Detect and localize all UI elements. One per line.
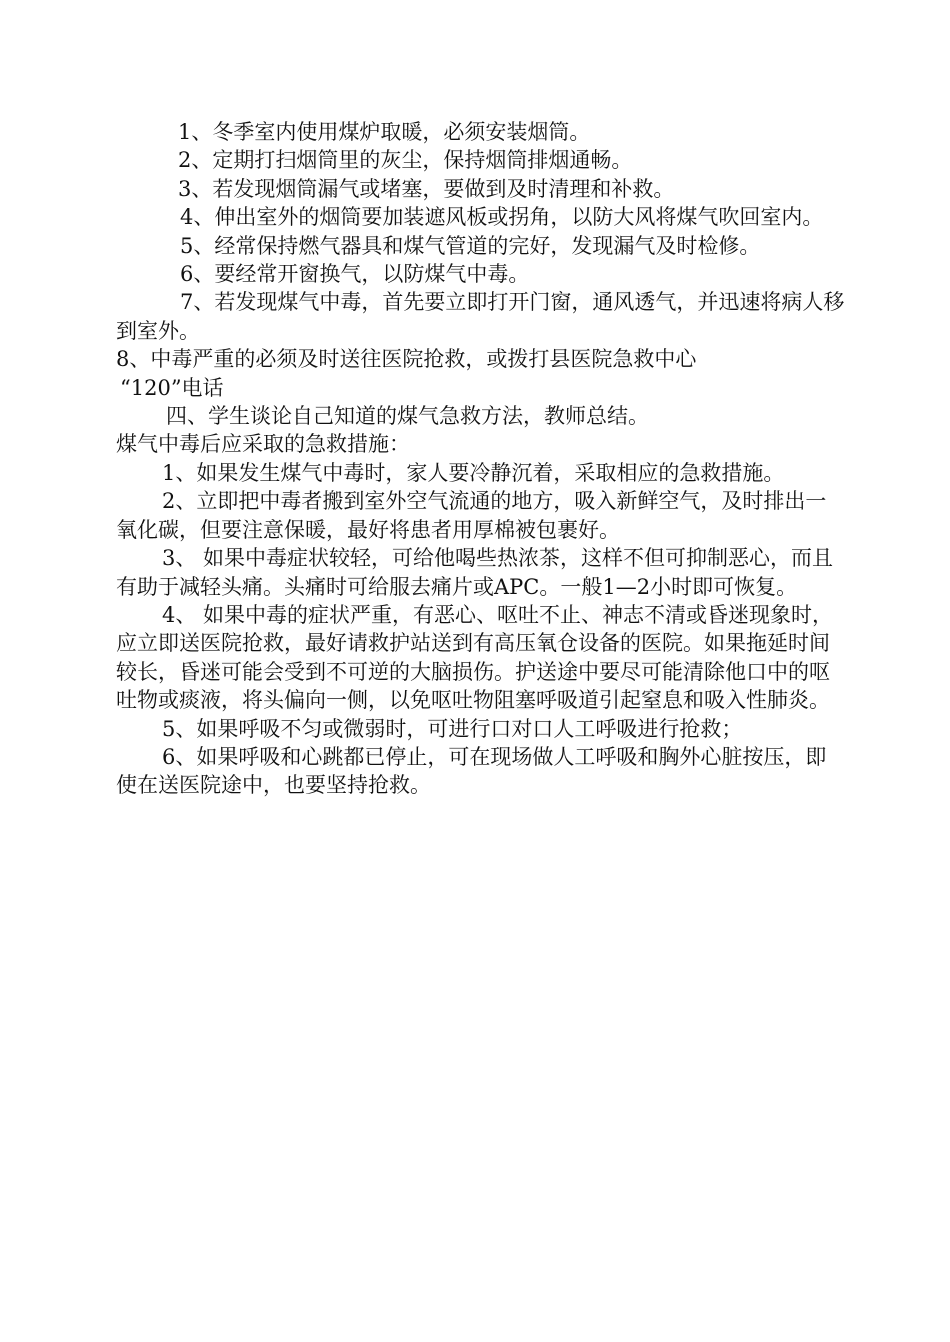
prevention-item-8-line-2: “120”电话 — [120, 375, 224, 400]
first-aid-item-4: 4、 如果中毒的症状严重，有恶心、呕吐不止、神志不清或昏迷现象时，应立即送医院抢救，最好请救护站送到有高压氧仓设备的医院。如果拖延时间较长，昏迷可能会受到不可逆的大脑损伤。护送途中要尽可能清除他口中的呕吐物或痰液，将头偏向一侧，以免呕吐物阻塞呼吸道引起窒息和吸入性肺炎。 — [116, 602, 834, 713]
first-aid-item-3: 3、 如果中毒症状较轻，可给他喝些热浓茶，这样不但可抑制恶心，而且有助于减轻头痛。头痛时可给服去痛片或APC。一般1—2小时即可恢复。 — [116, 546, 834, 599]
prevention-item-2: 2、定期打扫烟筒里的灰尘，保持烟筒排烟通畅。 — [178, 148, 633, 173]
first-aid-heading: 煤气中毒后应采取的急救措施： — [116, 432, 410, 457]
first-aid-item-6: 6、如果呼吸和心跳都已停止，可在现场做人工呼吸和胸外心脏按压，即使在送医院途中，也要坚持抢救。 — [116, 744, 827, 798]
section-four-summary: 四、学生谈论自己知道的煤气急救方法，教师总结。 — [166, 404, 649, 429]
prevention-item-1: 1、冬季室内使用煤炉取暖，必须安装烟筒。 — [178, 120, 591, 144]
prevention-item-8-line-1: 8、中毒严重的必须及时送往医院抢救，或拨打县医院急救中心 — [116, 347, 697, 372]
prevention-item-4: 4、伸出室外的烟筒要加装遮风板或拐角，以防大风将煤气吹回室内。 — [180, 205, 824, 230]
first-aid-item-1: 1、如果发生煤气中毒时，家人要冷静沉着，采取相应的急救措施。 — [162, 460, 785, 485]
prevention-item-6: 6、要经常开窗换气，以防煤气中毒。 — [180, 262, 530, 287]
document-body — [116, 118, 846, 800]
prevention-item-3: 3、若发现烟筒漏气或堵塞，要做到及时清理和补救。 — [178, 176, 675, 201]
first-aid-item-2: 2、立即把中毒者搬到室外空气流通的地方，吸入新鲜空气，及时排出一氧化碳，但要注意保暖，最好将患者用厚棉被包裹好。 — [116, 489, 827, 542]
prevention-item-7: 7、若发现煤气中毒，首先要立即打开门窗，通风透气，并迅速将病人移到室外。 — [116, 290, 845, 343]
first-aid-item-5: 5、如果呼吸不匀或微弱时，可进行口对口人工呼吸进行抢救； — [162, 716, 743, 741]
prevention-item-5: 5、经常保持燃气器具和煤气管道的完好，发现漏气及时检修。 — [180, 233, 761, 258]
